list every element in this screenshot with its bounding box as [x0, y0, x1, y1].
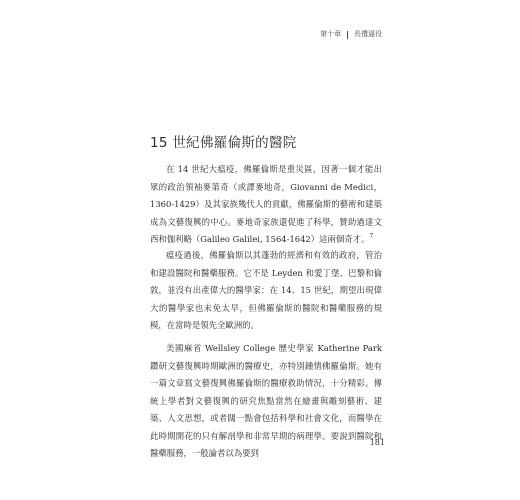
running-head — [320, 29, 382, 39]
running-head-title: 長禮逼役 — [354, 30, 382, 38]
paragraph-3 — [150, 340, 382, 463]
paragraph-2 — [150, 247, 382, 335]
footnote-marker: 7 — [369, 233, 374, 241]
paragraph-2-text: 瘟疫過後，佛羅倫斯以其蓬勃的經濟和有效的政府，管治和建設醫院和醫藥服務。它不是 Leyden 和愛丁堡、巴黎和倫敦，並沒有出產偉大的醫學家：在 14、15 世紀，期望出現偉大的醫學家也未免太早，但佛羅倫斯的醫院和醫藥服務的規模，在當時是領先全歐洲的。 — [150, 250, 382, 330]
running-head-chapter: 第十章 — [320, 30, 342, 38]
paragraph-3-text: 美國麻省 Wellsley College 歷史學家 Katherine Park 鑽研文藝復興時期歐洲的醫療史，亦特別鍾情佛羅倫斯。她有一篇文章寫文藝復興佛羅倫斯的醫療救助情況，十分精彩。傳統上學者對文藝復興的研究焦點當然在繪畫與雕刻藝術、建築、人文思想，或者闊一點會包括科學和社會文化，而醫學在此時期開花的只有解剖學和非常早期的病理學。要說到醫院和醫藥服務，一般論者以為要到 — [150, 343, 382, 458]
paragraph-1 — [150, 161, 382, 249]
page-number: 181 — [369, 438, 385, 447]
paragraph-1-text: 在 14 世紀大瘟疫，佛羅倫斯是重災區，因著一個才能出眾的政治領袖麥第奇（或譯麥地奇，Giovanni de Medici，1360-1429）及其家族幾代人的貢獻，佛羅倫斯的藝術和建築成為文藝復興的中心。麥地奇家族還促進了科學，贊助過達文西和伽利略（Galileo Galilei, 1564-1642）這兩個奇才。 — [150, 164, 382, 244]
section-title: 15 世紀佛羅倫斯的醫院 — [150, 135, 297, 151]
running-head-separator: | — [346, 29, 349, 39]
